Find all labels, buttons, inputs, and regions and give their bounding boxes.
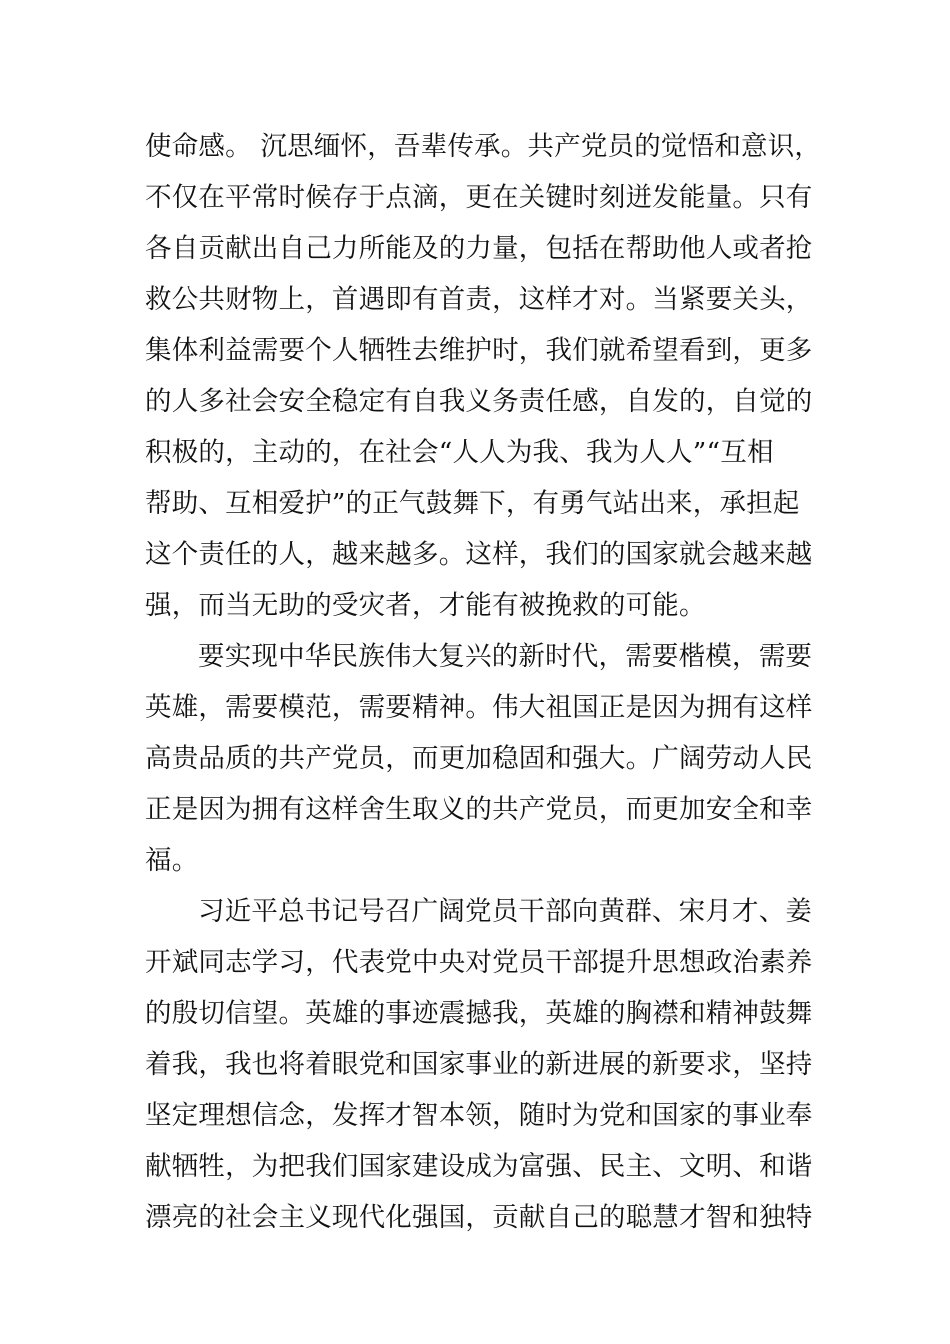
document-page: [145, 121, 822, 1243]
text-line: 这个责任的人，越来越多。这样，我们的国家就会越来越: [145, 539, 813, 570]
text-line: 正是因为拥有这样舍生取义的共产党员，而更加安全和幸: [145, 794, 813, 825]
text-line: 集体利益需要个人牺牲去维护时，我们就希望看到，更多: [145, 335, 813, 366]
text-line: 的殷切信望。英雄的事迹震撼我，英雄的胸襟和精神鼓舞: [145, 998, 813, 1029]
text-line: 救公共财物上，首遇即有首责，这样才对。当紧要关头，: [145, 284, 813, 315]
text-line: 开斌同志学习，代表党中央对党员干部提升思想政治素养: [145, 947, 813, 978]
text-line: 着我，我也将着眼党和国家事业的新进展的新要求，坚持: [145, 1049, 813, 1080]
text-line: 福。: [145, 845, 199, 876]
text-line: 积极的，主动的，在社会“人人为我、我为人人”“互相: [145, 437, 774, 468]
text-line: 献牺牲，为把我们国家建设成为富强、民主、文明、和谐: [145, 1151, 813, 1182]
paragraph-2: [145, 631, 813, 886]
text-line-first: 要实现中华民族伟大复兴的新时代，需要楷模，需要: [198, 641, 813, 672]
text-line: 帮助、互相爱护”的正气鼓舞下，有勇气站出来，承担起: [145, 488, 800, 519]
text-line: 强，而当无助的受灾者，才能有被挽救的可能。: [145, 590, 706, 621]
text-line: 坚定理想信念，发挥才智本领，随时为党和国家的事业奉: [145, 1100, 813, 1131]
text-line: 不仅在平常时候存于点滴，更在关键时刻迸发能量。只有: [145, 182, 813, 213]
paragraph-3: [145, 886, 813, 1243]
text-line: 漂亮的社会主义现代化强国，贡献自己的聪慧才智和独特: [145, 1202, 813, 1233]
text-line: 英雄，需要模范，需要精神。伟大祖国正是因为拥有这样: [145, 692, 813, 723]
text-line: 的人多社会安全稳定有自我义务责任感，自发的，自觉的: [145, 386, 813, 417]
text-line: 高贵品质的共产党员，而更加稳固和强大。广阔劳动人民: [145, 743, 813, 774]
text-line: 使命感。 沉思缅怀，吾辈传承。共产党员的觉悟和意识，: [145, 131, 822, 162]
text-line: 各自贡献出自己力所能及的力量，包括在帮助他人或者抢: [145, 233, 813, 264]
text-line-first: 习近平总书记号召广阔党员干部向黄群、宋月才、姜: [198, 896, 813, 927]
paragraph-1: [145, 121, 822, 631]
